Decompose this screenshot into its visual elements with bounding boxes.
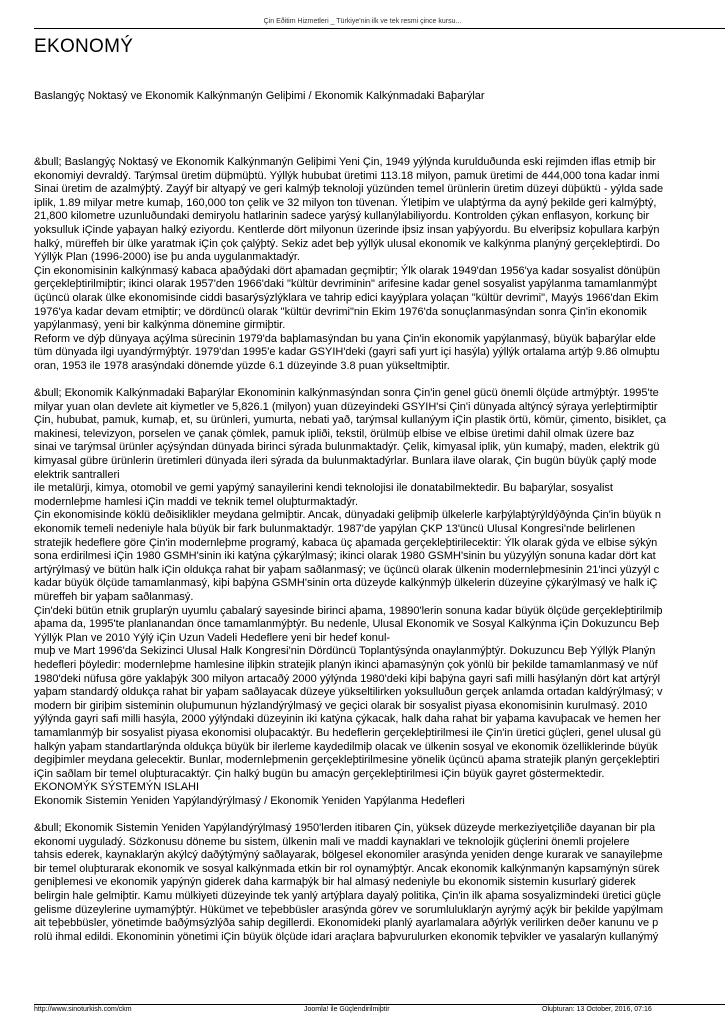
- body-line: modernleþme hamlesi iÇin maddi ve teknik temel oluþturmaktadýr.: [34, 495, 359, 508]
- body-line: aþama da, 1995'te planlanandan önce tamamlanmýþtýr. Bu nedenle, Ulusal Ekonomik ve Sosyal Kalkýnma iÇin Dokuzuncu Beþ: [34, 618, 660, 631]
- body-line: ekonomik temeli nedeniyle hala büyük bir fark bulunmaktadýr. 1987'de yapýlan ÇKP 13'üncü Ulusal Kongresi'nde belirlenen: [34, 523, 636, 536]
- footer-created: Oluþturan: 13 October, 2016, 07:16: [542, 1006, 652, 1013]
- body-line: 1980'deki nüfusa göre yaklaþýk 300 milyon artacaðý 2000 yýlýnda 1980'deki kiþi baþýna gayri safi milli hasýlanýn dört kat artýrýl: [34, 672, 661, 685]
- body-line: Çin ekonomisinde köklü deðisiklikler meydana gelmiþtir. Ancak, dünyadaki geliþmiþ ülkelerle karþýlaþtýrýldýðýnda Çin'in büyük n: [34, 509, 661, 522]
- body-line: Reform ve dýþ dünyaya açýlma sürecinin 1979'da baþlamasýndan bu yana Çin'in ekonomik yapýlanmasý, büyük baþarýlar elde: [34, 332, 656, 345]
- body-line: Çin, hububat, pamuk, kumaþ, et, su ürünleri, yumurta, nebati yað, tarýmsal kullanýym iÇin plastik örtü, kömür, çimento, bisiklet, ça: [34, 414, 667, 427]
- body-line: Ekonomik Sistemin Yeniden Yapýlandýrýlmasý / Ekonomik Yeniden Yapýlanma Hedefleri: [34, 794, 465, 807]
- body-line: Yýllýk Plan (1996-2000) ise þu anda uygulanmaktadýr.: [34, 251, 300, 264]
- page-title: EKONOMÝ: [34, 36, 134, 57]
- body-line: degiþimler meydana gelecektir. Bunlar, modernleþmenin gerçekleþtirilmesine yönelik üçüncü aþama stratejik planýn gerçekleþtiri: [34, 754, 660, 767]
- body-line: elektrik santralleri: [34, 468, 120, 481]
- body-line: iplik, 1.89 milyar metre kumaþ, 160,000 ton çelik ve 32 milyon ton tüvenan. Ýletiþim ve ulaþtýrma da ayný þekilde geri kalmýþtý,: [34, 196, 657, 209]
- body-line: halkýn yaþam standartlarýnda oldukça büyük bir ilerleme kaydedilmiþ olacak ve ülkenin sosyal ve ekonomik özelliklerinde büyük: [34, 740, 658, 753]
- body-line: milyar yuan olan devlete ait kiymetler ve 5,826.1 (milyon) yuan düzeyindeki GSYIH'si Çin'i dünyada altýncý sýraya yerleþtirmiþtir: [34, 400, 658, 413]
- body-line: EKONOMÝK SÝSTEMÝN ISLAHI: [34, 781, 200, 794]
- body-line: gerçekleþtirilmiþtir; ikinci olarak 1957'den 1966'daki "kültür devriminin" arifesine kadar genel sosyalist yapýlanma tamamlanmýþt: [34, 278, 657, 291]
- paragraph-gap: [34, 809, 725, 823]
- body-line: 21,800 kilometre uzunluðundaki demiryolu hatlarinin sadece yarýsý kullanýlabiliyordu. Kontrolden çýkan enflasyon, korkunç bir: [34, 210, 650, 223]
- body-line: &bull; Ekonomik Sistemin Yeniden Yapýlandýrýlmasý 1950'lerden itibaren Çin, yüksek düzeyde merkeziyetçiliðe dayanan bir pla: [34, 822, 656, 835]
- body-line: rolü ihmal edildi. Ekonominin yönetimi iÇin büyük ölçüde idari araçlara baþvurulurken ekonomik teþvikler ve yasalarýn kullanýmý: [34, 930, 659, 943]
- body-line: yýlýnda gayri safi milli hasýla, 2000 yýlýndaki düzeyinin iki katýna çýkacak, halk daha rahat bir yaþama kavuþacak ve hemen her: [34, 713, 661, 726]
- body-line: tamamlanmýþ bir sosyalist piyasa ekonomisi oluþacaktýr. Bu hedeflerin gerçekleþtirilmesi ile Çin'in üretici güçleri, genel ulusal gü: [34, 726, 661, 739]
- body-line: kimyasal gübre ürünlerin üretimleri dünyada ileri sýrada da bulunmaktadýrlar. Bunlara ilave olarak, Çin bugün büyük çaplý mode: [34, 455, 657, 468]
- body-line: &bull; Baslangýç Noktasý ve Ekonomik Kalkýnmanýn Geliþimi Yeni Çin, 1949 yýlýnda kurulduðunda eski rejimden iflas etmiþ bir: [34, 156, 656, 168]
- body-line: makinesi, televizyon, porselen ve çanak çömlek, pamuk ipliði, tekstil, örülmüþ elbise ve elbise üretimi dahil olmak üzere baz: [34, 427, 635, 440]
- body-line: tahsis ederek, kaynaklarýn akýlcý daðýtýmýný saðlayarak, bölgesel ekonomiler arasýnda yeniden denge kurarak ve sanayileþme: [34, 849, 663, 862]
- body-line: gelisme düzeylerine uymamýþtýr. Hükümet ve teþebbüsler arasýnda görev ve sorumluluklarýn ayrýmý açýk bir þekilde yapýlmam: [34, 903, 664, 916]
- body-line: ile metalürji, kimya, otomobil ve gemi yapýmý sanayilerini kendi teknolojisi ile donatabilmektedir. Bu baþarýlar, sosyalist: [34, 482, 613, 495]
- body-line: yoksulluk iÇinde yaþayan halký eziyordu. Kentlerde dört milyonun üzerinde iþsiz insan yaþýyordu. Bu elveriþsiz koþullara karþýn: [34, 223, 660, 236]
- body-line: iÇin saðlam bir temel oluþturacaktýr. Çin halký bugün bu amacýn gerçekleþtirilmesi iÇin büyük gayret göstermektedir.: [34, 767, 605, 780]
- body-line: sinai ve tarýmsal ürünler açýsýndan dünyada birinci sýrada bulunmaktadýr. Çelik, kimyasal iplik, yün kumaþý, maden, elektrik gü: [34, 441, 660, 454]
- body-line: halký, müreffeh bir ülke yaratmak iÇin çok çalýþtý. Sekiz adet beþ yýllýk ulusal ekonomik ve kalkýnma planýný gerçekleþtirdi. Do: [34, 237, 660, 250]
- body-line: stratejik hedeflere göre Çin'in modernleþme programý, kabaca üç aþamada gerçekleþtirilecektir: Ýlk olarak gýda ve elbise sýkýn: [34, 536, 658, 549]
- body-line: belirgin hale gelmiþtir. Kamu mülkiyeti düzeyinde tek yanlý artýþlara dayalý politika, Çin'in ilk aþama sosyalizmindeki üretici güçle: [34, 890, 661, 903]
- body-line: Sinai üretim de azalmýþtý. Zayýf bir altyapý ve geri kalmýþ teknoloji yüzünden temel ürünlerin üretim düzeyi düþüktü - yýlda sade: [34, 183, 664, 196]
- body-line: 1976'ya kadar devam etmiþtir; ve dördüncü olarak "kültür devrimi"nin Ekim 1976'da sonuçlanmasýndan sonra Çin'in ekonomik: [34, 305, 647, 318]
- page-subtitle: Baslangýç Noktasý ve Ekonomik Kalkýnmanýn Geliþimi / Ekonomik Kalkýnmadaki Baþarýlar: [34, 90, 485, 102]
- body-line: sona erdirilmesi iÇin 1980 GSMH'sinin iki katýna çýkarýlmasý; ikinci olarak 1980 GSMH'sinin bu yüzyýlýn sonuna kadar dört kat: [34, 550, 656, 563]
- page-header: Çin Eðitim Hizmetleri _ Türkiye'nin ilk ve tek resmi çince kursu...: [263, 18, 462, 25]
- body-line: tüm dünyada ilgi uyandýrmýþtýr. 1979'dan 1995'e kadar GSYIH'deki (gayri safi yurt içi hasýla) yýllýk ortalama artýþ 9.86 olmuþtu: [34, 346, 660, 359]
- page-footer: [34, 1006, 725, 1016]
- footer-divider: [34, 1004, 725, 1005]
- body-line: &bull; Ekonomik Kalkýnmadaki Baþarýlar Ekonominin kalkýnmasýndan sonra Çin'in genel gücü önemli ölçüde artmýþtýr. 1995'te: [34, 387, 659, 400]
- body-line: Çin'deki bütün etnik gruplarýn uyumlu çabalarý sayesinde birinci aþama, 19890'lerin sonuna kadar büyük ölçüde gerçekleþtirilmiþ: [34, 604, 663, 617]
- body-line: Çin ekonomisinin kalkýnmasý kabaca aþaðýdaki dört aþamadan geçmiþtir; Ýlk olarak 1949'dan 1956'ya kadar sosyalist dönüþün: [34, 264, 661, 277]
- body-line: hedefleri þöyledir: modernleþme hamlesine iliþkin stratejik planýn ikinci aþamasýnýn çok yönlü bir þekilde tamamlanmasý ve nüf: [34, 658, 658, 671]
- body-line: ekonomi uyguladý. Sözkonusu döneme bu sistem, ülkenin mali ve maddi kaynaklari ve teknolojik güçlerini önemli projelere: [34, 835, 630, 848]
- paragraph-gap: [34, 374, 725, 388]
- body-line: muþ ve Mart 1996'da Sekizinci Ulusal Halk Kongresi'nin Dördüncü Toplantýsýnda onaylanmýþtýr. Dokuzuncu Beþ Yýllýk Planýn: [34, 645, 656, 658]
- body-line: artýrýlmasý ve bütün halk iÇin oldukça rahat bir yaþam saðlanmasý; ve üçüncü olarak ülkenin modernleþmesinin 21'inci yüzyýl c: [34, 563, 660, 576]
- body-line: ekonomiyi devraldý. Tarýmsal üretim düþmüþtü. Yýllýk hububat üretimi 113.18 milyon, pamuk üretimi de 444,000 tona kadar inmi: [34, 169, 660, 182]
- footer-url: http://www.sinoturkish.com/ckm: [34, 1006, 132, 1013]
- body-line: oran, 1953 ile 1978 arasýndaki dönemde yüzde 6.1 düzeyinde 3.8 puan yükseltmiþtir.: [34, 359, 450, 372]
- body-line: yapýlanmasý, yeni bir kalkýnma dönemine girmiþtir.: [34, 319, 286, 332]
- body-line: bir temel oluþturarak ekonomik ve sosyal kalkýnmada etkin bir rol oynamýþtýr. Ancak ekonomik kalkýnmanýn kapsamýnýn sürek: [34, 862, 660, 875]
- body-line: Yýllýk Plan ve 2010 Yýlý iÇin Uzun Vadeli Hedeflere yeni bir hedef konul-: [34, 631, 391, 644]
- header-divider: [34, 28, 725, 29]
- body-line: ait teþebbüsler, yönetimde baðýmsýzlýða sahip degillerdi. Ekonomideki planlý ayarlamalara aðýrlýk verilirken deðer kanunu ve p: [34, 917, 659, 930]
- body-line: modern bir giriþim sisteminin oluþumunun hýzlandýrýlmasý ve geçici olarak bir sosyalist piyasa ekonomisinin kurulmasý. 2010: [34, 699, 648, 712]
- body-line: kadar büyük ölçüde tamamlanmasý, kiþi baþýna GSMH'sinin orta düzeyde kalkýnmýþ ülkelerin düzeyine çýkarýlmasý ve halk iÇ: [34, 577, 658, 590]
- article-body: [34, 156, 725, 1006]
- footer-generator: Joomla! ile Güçlendirilmiþtir: [304, 1006, 390, 1013]
- body-line: geniþlemesi ve ekonomik yapýnýn giderek daha karmaþýk bir hal almasý nedeniyle bu ekonomik sistemin kusurlarý giderek: [34, 876, 636, 889]
- body-line: üçüncü olarak ülke ekonomisinde ciddi basarýsýzlýklara ve tahrip edici kayýplara yolaçan "kültür devrimi", Mayýs 1966'dan Ekim: [34, 291, 659, 304]
- body-line: müreffeh bir yaþam saðlanmasý.: [34, 591, 194, 603]
- body-line: yaþam standardý oldukça rahat bir yaþam saðlayacak düzeye yükseltilirken yoksulluðun gerçek anlamda ortadan kaldýrýlmasý; v: [34, 686, 663, 699]
